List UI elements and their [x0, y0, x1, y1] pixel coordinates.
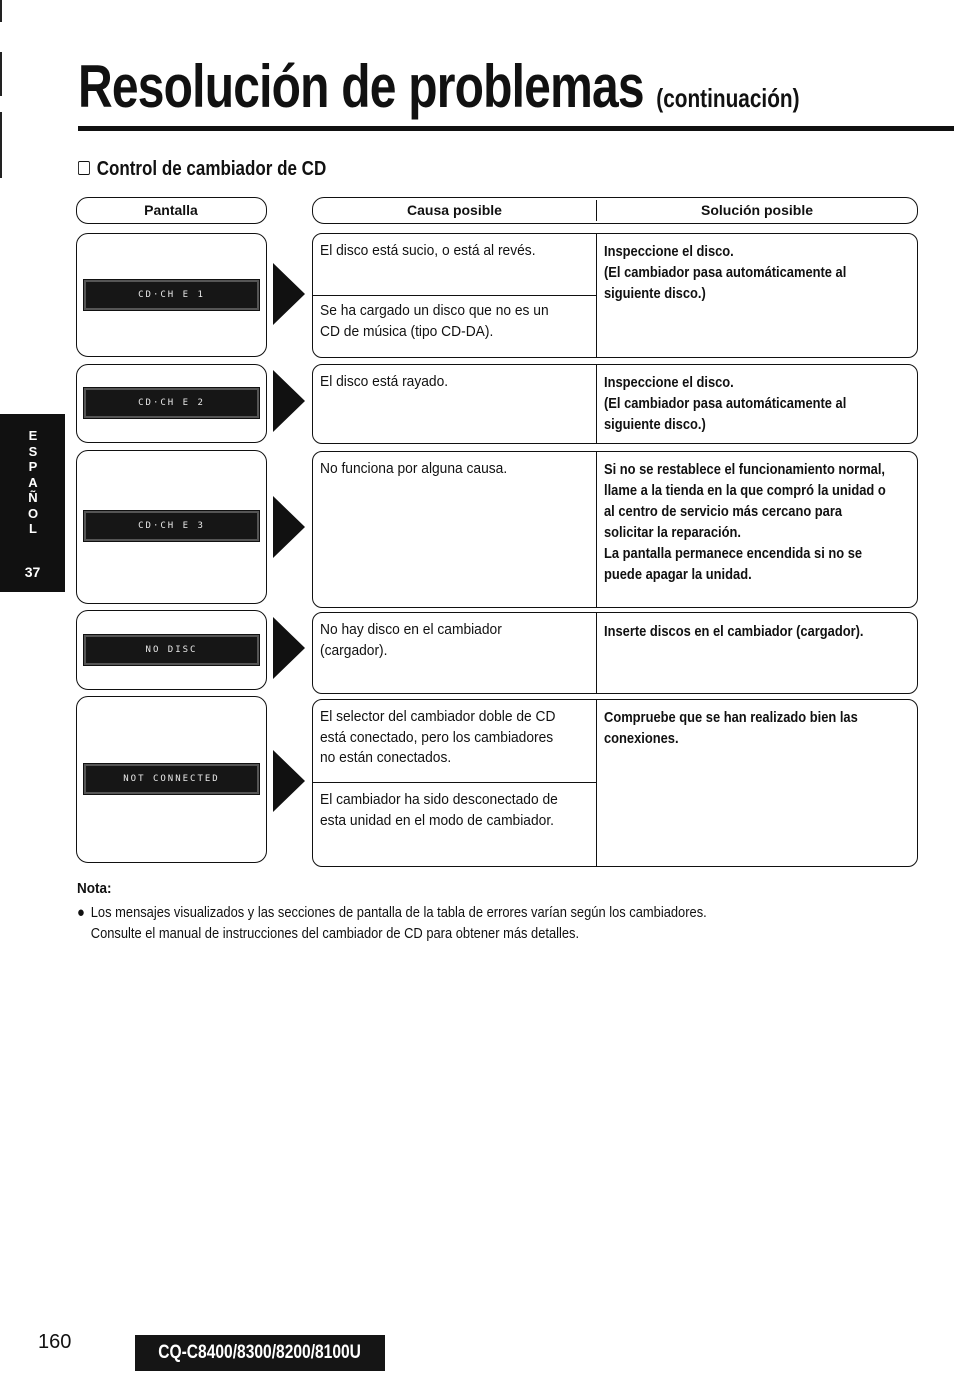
page-title: [78, 52, 800, 133]
checkbox-square-icon: [78, 161, 90, 175]
solution-line: Inspeccione el disco.: [604, 374, 734, 391]
solution-line: (El cambiador pasa automáticamente al siguiente disco.): [604, 395, 847, 433]
cause-text: Se ha cargado un disco que no es un CD de música (tipo CD-DA).: [320, 302, 549, 340]
lcd-display: NOT CONNECTED: [84, 764, 259, 794]
column-divider: [596, 365, 597, 443]
bullet-icon: ●: [77, 904, 85, 921]
solution-text: [604, 459, 888, 585]
table-row: [312, 233, 918, 358]
solution-text: [604, 241, 888, 304]
cause-text: El selector del cambiador doble de CD está conectado, pero los cambiadores no están conectados.: [320, 708, 556, 766]
section-heading-text: Control de cambiador de CD: [96, 158, 327, 180]
note-text: [77, 902, 808, 944]
cause-text: El cambiador ha sido desconectado de esta unidad en el modo de cambiador.: [320, 791, 558, 829]
header-cause-label: Causa posible: [407, 202, 502, 218]
cause-text: El disco está sucio, o está al revés.: [320, 242, 536, 259]
lcd-display: NO DISC: [84, 635, 259, 665]
note-line-1: Los mensajes visualizados y las secciones de pantalla de la tabla de errores varían según los cambiadores.: [90, 904, 707, 921]
solution-line: Inspeccione el disco.: [604, 243, 734, 260]
column-divider: [596, 234, 597, 357]
side-tab-letter: L: [29, 521, 37, 536]
lcd-display: CD·CH E 1: [84, 280, 259, 310]
side-tab-letter: A: [28, 474, 38, 490]
side-tab-letter: Ñ: [28, 490, 38, 505]
side-tab-letter: S: [28, 443, 38, 459]
language-side-tab: [0, 414, 65, 592]
cause-divider: [313, 782, 596, 783]
page-title-main: Resolución de problemas: [78, 53, 644, 120]
header-cause-solution: [312, 197, 918, 224]
section-heading: [78, 158, 326, 181]
solution-line: Inserte discos en el cambiador (cargador).: [604, 623, 864, 640]
binder-mark: [0, 52, 2, 96]
header-solution-label: Solución posible: [700, 202, 813, 218]
arrow-right-icon: [273, 750, 305, 812]
note-line-2: Consulte el manual de instrucciones del cambiador de CD para obtener más detalles.: [90, 925, 580, 942]
model-number-bar: [135, 1335, 385, 1371]
table-row: [312, 612, 918, 694]
side-tab-letter: O: [27, 505, 39, 521]
solution-line: La pantalla permanece encendida si no se puede apagar la unidad.: [604, 545, 863, 583]
header-display: [76, 197, 267, 224]
arrow-right-icon: [273, 496, 305, 558]
cause-divider: [313, 295, 596, 296]
side-tab-letter: P: [28, 459, 38, 474]
arrow-right-icon: [273, 263, 305, 325]
column-divider: [596, 613, 597, 693]
side-tab-page-number: 37: [24, 564, 41, 580]
title-rule: [78, 126, 954, 131]
solution-text: [604, 707, 888, 749]
note-label: Nota:: [77, 880, 112, 897]
side-tab-letters: [26, 428, 40, 537]
table-row: [312, 364, 918, 444]
cause-text: El disco está rayado.: [320, 373, 449, 390]
model-number: CQ-C8400/8300/8200/8100U: [158, 1342, 362, 1363]
arrow-right-icon: [273, 370, 305, 432]
arrow-right-icon: [273, 617, 305, 679]
solution-line: Compruebe que se han realizado bien las conexiones.: [604, 709, 858, 747]
page-number: 160: [38, 1331, 72, 1353]
solution-text: [604, 372, 888, 435]
header-display-label: Pantalla: [144, 202, 198, 218]
lcd-display: CD·CH E 2: [84, 388, 259, 418]
solution-text: [604, 621, 888, 642]
column-divider: [596, 700, 597, 866]
solution-line: Si no se restablece el funcionamiento normal, llame a la tienda en la que compró la unidad o al centro de servicio más cercano para solicitar la reparación.: [604, 461, 886, 541]
binder-mark: [0, 112, 2, 178]
cause-text: No funciona por alguna causa.: [320, 460, 508, 477]
column-divider: [596, 452, 597, 607]
cause-text: No hay disco en el cambiador (cargador).: [320, 621, 502, 659]
binder-mark: [0, 0, 2, 22]
solution-line: (El cambiador pasa automáticamente al siguiente disco.): [604, 264, 847, 302]
side-tab-letter: E: [28, 428, 38, 443]
table-row: [312, 451, 918, 608]
header-divider: [596, 200, 597, 221]
page-title-suffix: (continuación): [656, 83, 800, 113]
lcd-display: CD·CH E 3: [84, 511, 259, 541]
table-row: [312, 699, 918, 867]
note-line: [77, 902, 808, 923]
